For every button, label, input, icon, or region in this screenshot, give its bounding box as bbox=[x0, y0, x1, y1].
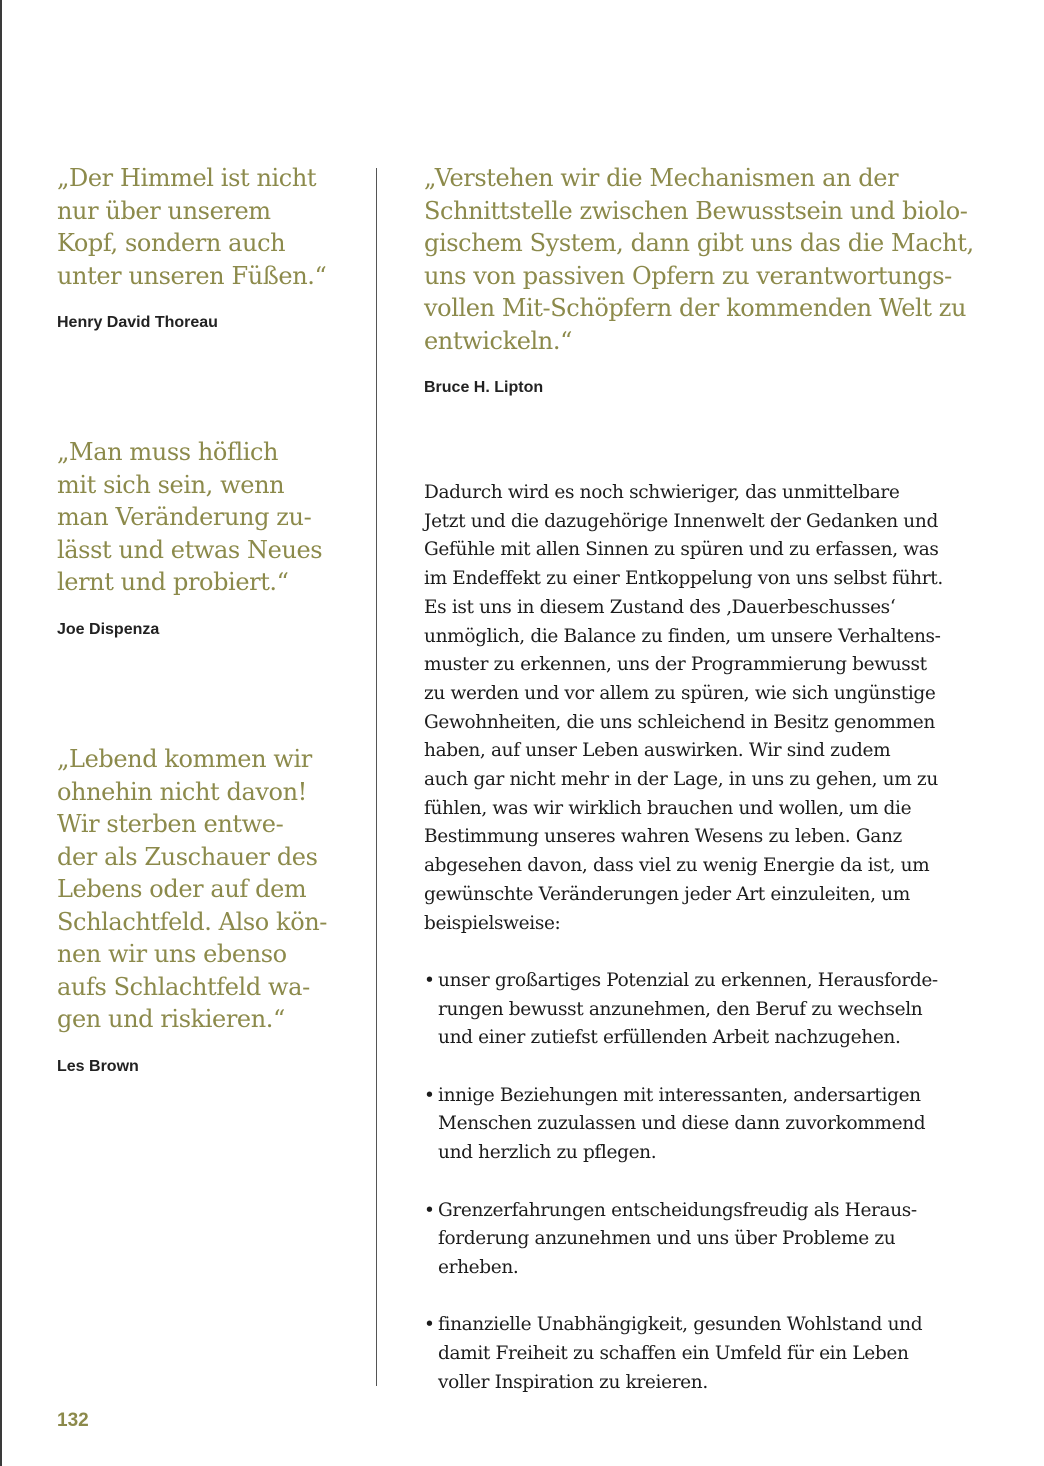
quote-line: Schnittstelle zwischen Bewusstsein und biolo- bbox=[424, 196, 968, 225]
bullet-line: damit Freiheit zu schaffen ein Umfeld für ein Leben bbox=[438, 1343, 909, 1365]
quote-text bbox=[57, 436, 322, 599]
quote-text bbox=[424, 162, 974, 357]
bullet-line: Grenzerfahrungen entscheidungsfreudig als Heraus- bbox=[438, 1199, 917, 1221]
body-paragraph bbox=[424, 479, 1004, 938]
bullet-item bbox=[424, 1311, 1004, 1397]
page-number: 132 bbox=[57, 1410, 89, 1431]
quote-line: Lebens oder auf dem bbox=[57, 875, 307, 903]
bullet-line: und einer zutiefst erfüllenden Arbeit nachzugehen. bbox=[438, 1027, 901, 1049]
quote-author: Henry David Thoreau bbox=[57, 314, 218, 331]
quote-line: man Veränderung zu- bbox=[57, 503, 312, 531]
quote-author: Les Brown bbox=[57, 1057, 139, 1075]
quote-line: Kopf, sondern auch bbox=[57, 229, 286, 257]
body-line: Jetzt und die dazugehörige Innenwelt der Gedanken und bbox=[424, 510, 938, 532]
body-line: Gefühle mit allen Sinnen zu spüren und zu erfassen, was bbox=[424, 539, 939, 561]
bullet-dot: • bbox=[424, 1199, 435, 1221]
body-line: zu werden und vor allem zu spüren, wie sich ungünstige bbox=[424, 682, 936, 704]
quote-author: Joe Dispenza bbox=[57, 620, 160, 638]
bullet-line: Menschen zuzulassen und diese dann zuvorkommend bbox=[438, 1113, 926, 1135]
body-line: im Endeffekt zu einer Entkoppelung von uns selbst führt. bbox=[424, 568, 943, 590]
quote-line: gischem System, dann gibt uns das die Macht, bbox=[424, 229, 974, 257]
quote-line: der als Zuschauer des bbox=[57, 842, 318, 871]
body-line: haben, auf unser Leben auswirken. Wir sind zudem bbox=[424, 740, 891, 762]
body-line: Bestimmung unseres wahren Wesens zu leben. Ganz bbox=[424, 826, 902, 848]
quote-line: lässt und etwas Neues bbox=[57, 535, 323, 564]
bullet-dot: • bbox=[424, 1314, 435, 1336]
page-edge-line bbox=[0, 0, 2, 1466]
quote-line: aufs Schlachtfeld wa- bbox=[57, 972, 310, 1001]
quote-line: Schlachtfeld. Also kön- bbox=[57, 907, 328, 936]
bullet-line: voller Inspiration zu kreieren. bbox=[438, 1371, 708, 1393]
body-line: Gewohnheiten, die uns schleichend in Besitz genommen bbox=[424, 711, 935, 733]
quote-line: „Man muss höflich bbox=[57, 438, 279, 466]
quote-text bbox=[57, 162, 326, 292]
quote-line: „Verstehen wir die Mechanismen an der bbox=[424, 164, 899, 192]
quote-line: lernt und probiert.“ bbox=[57, 568, 289, 596]
bullet-line: unser großartiges Potenzial zu erkennen, Herausforde- bbox=[438, 969, 938, 991]
bullet-item bbox=[424, 967, 1004, 1053]
bullet-line: innige Beziehungen mit interessanten, andersartigen bbox=[438, 1084, 921, 1106]
bullet-line: forderung anzunehmen und uns über Probleme zu bbox=[438, 1228, 896, 1250]
quote-line: ohnehin nicht davon! bbox=[57, 777, 307, 806]
quote-brown bbox=[57, 743, 327, 1076]
body-line: abgesehen davon, dass viel zu wenig Energie da ist, um bbox=[424, 855, 930, 877]
quote-dispenza bbox=[57, 436, 322, 639]
body-line: muster zu erkennen, uns der Programmierung bewusst bbox=[424, 654, 927, 676]
body-text bbox=[424, 479, 1004, 1397]
body-line: gewünschte Veränderungen jeder Art einzuleiten, um bbox=[424, 883, 910, 905]
quote-line: „Der Himmel ist nicht bbox=[57, 164, 317, 192]
quote-line: gen und riskieren.“ bbox=[57, 1005, 285, 1033]
bullet-item bbox=[424, 1082, 1004, 1168]
bullet-line: rungen bewusst anzunehmen, den Beruf zu wechseln bbox=[438, 998, 923, 1020]
bullet-dot: • bbox=[424, 969, 435, 991]
quote-line: nen wir uns ebenso bbox=[57, 940, 287, 968]
quote-line: „Lebend kommen wir bbox=[57, 745, 312, 773]
quote-line: mit sich sein, wenn bbox=[57, 470, 285, 499]
body-line: auch gar nicht mehr in der Lage, in uns zu gehen, um zu bbox=[424, 769, 938, 791]
quote-author: Bruce H. Lipton bbox=[424, 379, 544, 396]
quote-thoreau bbox=[57, 162, 326, 332]
quote-line: vollen Mit-Schöpfern der kommenden Welt zu bbox=[424, 294, 967, 322]
bullet-line: und herzlich zu pflegen. bbox=[438, 1142, 657, 1164]
quote-line: nur über unserem bbox=[57, 196, 271, 225]
bullet-item bbox=[424, 1197, 1004, 1283]
bullet-line: erheben. bbox=[438, 1256, 519, 1278]
body-line: unmöglich, die Balance zu finden, um unsere Verhaltens- bbox=[424, 625, 941, 647]
bullet-line: finanzielle Unabhängigkeit, gesunden Wohlstand und bbox=[438, 1314, 923, 1336]
bullet-dot: • bbox=[424, 1084, 435, 1106]
column-divider bbox=[376, 168, 377, 1386]
body-line: beispielsweise: bbox=[424, 912, 561, 934]
body-line: Dadurch wird es noch schwieriger, das unmittelbare bbox=[424, 482, 900, 503]
body-line: fühlen, was wir wirklich brauchen und wollen, um die bbox=[424, 797, 912, 819]
quote-line: Wir sterben entwe- bbox=[57, 810, 284, 838]
body-line: Es ist uns in diesem Zustand des ‚Dauerbeschusses‘ bbox=[424, 596, 896, 618]
quote-lipton bbox=[424, 162, 974, 397]
quote-text bbox=[57, 743, 327, 1036]
quote-line: entwickeln.“ bbox=[424, 326, 572, 355]
quote-line: unter unseren Füßen.“ bbox=[57, 261, 327, 290]
quote-line: uns von passiven Opfern zu verantwortungs- bbox=[424, 261, 952, 290]
